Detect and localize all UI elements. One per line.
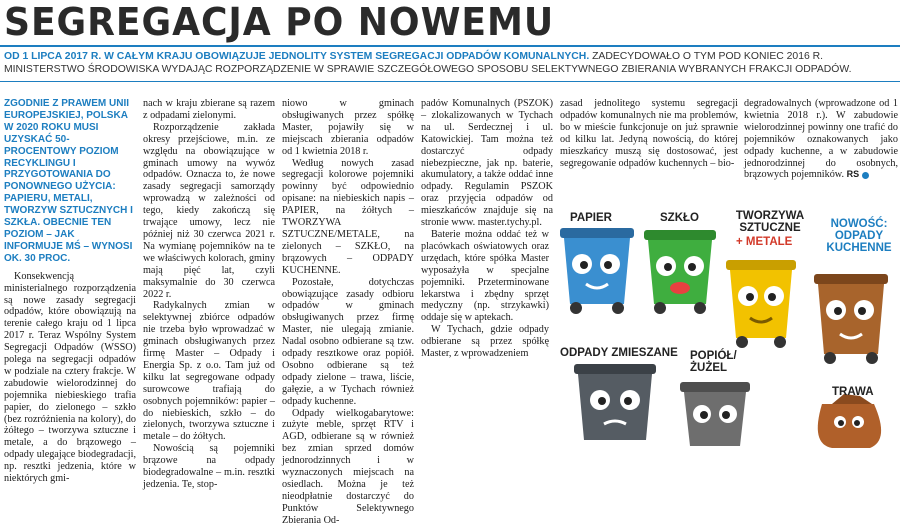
paragraph: Radykalnych zmian w selektywnej zbiórce odpadów nie trzeba było wprowadzać w gminach obsługiwanych przez firmę Master – Odpady i Energia Sp. z o.o. Tam już od kilku lat segregowane odpady surowcowe trafiają do osobnych pojemników: papier – do niebieskich, szkło – do zielonych, tworzywa sztuczne i metale – do żółtych. [143, 300, 275, 443]
paragraph: niowo w gminach obsługiwanych przez spółkę Master, pojawiły się w miejscach zbierania odpadów od 1 kwietnia 2018 r. [282, 98, 414, 157]
headline-rule [0, 45, 900, 47]
label-plastics: TWORZYWA SZTUCZNE [735, 210, 805, 234]
page-headline: SEGREGACJA PO NOWEMU [4, 0, 555, 44]
label-kitchen-waste: NOWOŚĆ: ODPADY KUCHENNE [826, 218, 892, 254]
label-metals: + METALE [736, 236, 793, 248]
end-dot-icon [862, 172, 869, 179]
glass-bin-icon [644, 230, 716, 314]
column-5 [560, 98, 738, 208]
plastic-metal-bin-icon [726, 260, 796, 348]
column-6 [744, 98, 898, 208]
kitchen-bin-icon [814, 274, 888, 364]
label-grass: TRAWA [832, 386, 874, 398]
paragraph: Według nowych zasad segregacji kolorowe pojemniki powinny być odpowiednio opisane: na niebieskich napis – PAPIER, na żółtych – TWORZYWA SZTUCZNE/METALE, na zielonych – SZKŁO, na brązowych – ODPADY KUCHENNE. [282, 157, 414, 276]
paragraph: Pozostałe, dotychczas obowiązujące zasady odbioru odpadów w gminach obsługiwanych przez firmę Master, nie ulegają zmianie. Nadal osobno odbierane są tzw. odpady resztkowe oraz popiół. Osobno odbierane są też odpady zielone – trawa, liście, gałęzie, a w Tychach również odpady kuchenne. [282, 276, 414, 407]
column-3 [282, 98, 414, 526]
paragraph: zasad jednolitego systemu segregacji odpadów komunalnych nie ma problemów, bo w mieście funkcjonuje on już sprawnie od kilku lat. Jedyną nowością, do której mieszkańcy muszą się dostosować, jest segregowanie odpadów kuchennych – bio- [560, 98, 738, 169]
grass-bag-icon [818, 394, 881, 448]
bins-illustration [560, 204, 898, 450]
ash-bin-icon [680, 382, 750, 446]
lead-bold: OD 1 LIPCA 2017 R. W CAŁYM KRAJU OBOWIĄZUJE JEDNOLITY SYSTEM SEGREGACJI ODPADÓW KOMUNALNYCH. [4, 51, 590, 62]
mixed-waste-bin-icon [574, 364, 656, 440]
column-2 [143, 98, 275, 490]
paragraph: Odpady wielkogabarytowe: zużyte meble, sprzęt RTV i AGD, odbierane są w również bez zmian sprzed domów jednorodzinnych i w wyznaczonych miejscach na osiedlach. Można je też nieodpłatnie dostarczyć do Punktów Selektywnego Zbierania Od- [282, 407, 414, 526]
paragraph [744, 98, 898, 181]
paper-bin-icon [560, 228, 634, 314]
paragraph: padów Komunalnych (PSZOK) – zlokalizowanych w Tychach na ul. Serdecznej i ul. Katowickiej. Tam można też dostarczyć odpady niebezpieczne, jak np. baterie, akumulatory, a także oddać inne odpady. Regulamin PSZOK oraz przyjęcia odpadów od mieszkańców znajduje się na stronie www. master.tychy.pl. [421, 98, 553, 229]
column-4 [421, 98, 553, 450]
lead-paragraph [4, 50, 896, 76]
column-1-text: Konsekwencją ministerialnego rozporządzenia są nowe zasady segregacji odpadów, które obowiązują na terenie całego kraju od 1 lipca 2017 r. Teraz Wspólny System Segregacji Odpadów (WSSO) polega na segregacji odpadów w podziale na cztery frakcje. W zabudowie wielorodzinnej do pojemnika niebieskiego trafia papier, do zielonego – szkło (bez rozróżnienia na kolory), do żółtego – tworzywa sztuczne i metale, a do brązowego – odpady ulegające biodegradacji, np. resztki jedzenia, które w niektórych gmi- [4, 270, 136, 485]
sidebar-box: ZGODNIE Z PRAWEM UNII EUROPEJSKIEJ, POLSKA W 2020 ROKU MUSI UZYSKAĆ 50-PROCENTOWY POZIOM RECYKLINGU I PRZYGOTOWANIA DO PONOWNEGO UŻYCIA: PAPIERU, METALI, TWORZYW SZTUCZNYCH I SZKŁA. OBECNIE TEN POZIOM – JAK INFORMUJE MŚ – WYNOSI OK. 30 PROC. [4, 98, 133, 264]
column-6-text: degradowalnych (wprowadzone od 1 kwietnia 2018 r.). W zabudowie wielorodzinnej powinny one trafić do pojemników oznakowanych jako odpady kuchenne, a w zabudowie jednorodzinnej do osobnych, brązowych pojemników. [744, 98, 898, 181]
paragraph: Rozporządzenie zakłada okresy przejściowe, m.in. ze względu na obowiązujące w gminach umowy na wywóz odpadów. Oznacza to, że nowe zasady segregacji samorządy wprowadzą w zależności od tego, kiedy zakończą się trwające umowy, lecz nie później niż 30 czerwca 2021 r. Na wymianę pojemników na te we właściwych kolorach, gminy mają pięć lat, czyli maksymalnie do 30 czerwca 2022 r. [143, 121, 275, 300]
paragraph: W Tychach, gdzie odpady odbierane są przez spółkę Master, z wprowadzeniem [421, 324, 549, 360]
author-signature: RS [846, 169, 860, 180]
label-paper: PAPIER [570, 212, 612, 224]
lead-rest: ZADECYDOWAŁO O TYM POD KONIEC 2016 R. MINISTERSTWO ŚRODOWISKA WYDAJĄC ROZPORZĄDZENIE W SPRAWIE SZCZEGÓŁOWEGO SPOSOBU SELEKTYWNEGO ZBIERANIA WYBRANYCH FRAKCJI ODPADÓW. [4, 51, 852, 75]
column-1 [4, 98, 136, 485]
paragraph: Nowością są pojemniki brązowe na odpady biodegradowalne – m.in. resztki jedzenia. Te, stop- [143, 443, 275, 490]
paragraph: nach w kraju zbierane są razem z odpadami zielonymi. [143, 98, 275, 121]
label-glass: SZKŁO [660, 212, 699, 224]
paragraph: Baterie można oddać też w placówkach oświatowych oraz urzędach, które spółka Master wyposażyła w specjalne pojemniki. Przeterminowane lekarstwa i zbędny sprzęt medyczny (np. strzykawki) oddaje się w aptekach. [421, 228, 549, 324]
label-ash: POPIÓŁ/ ŻUŻEL [690, 350, 737, 374]
label-mixed-waste: ODPADY ZMIESZANE [560, 347, 678, 359]
lead-rule [0, 81, 900, 82]
